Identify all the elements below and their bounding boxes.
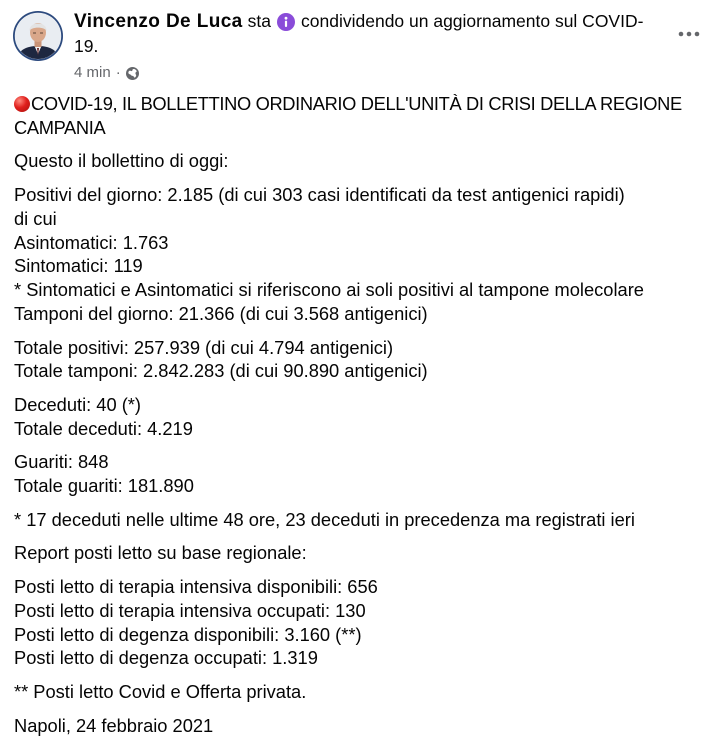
- positivi-del-giorno: Positivi del giorno: 2.185 (di cui 303 casi identificati da test antigenici rapidi): [14, 183, 625, 205]
- terapia-intensiva-disponibili: Posti letto di terapia intensiva disponibili: 656: [14, 575, 378, 597]
- asintomatici: Asintomatici: 1.763: [14, 231, 169, 253]
- timestamp-link[interactable]: 4 min: [74, 64, 111, 81]
- degenza-disponibili: Posti letto di degenza disponibili: 3.160 (**): [14, 623, 362, 645]
- totale-tamponi: Totale tamponi: 2.842.283 (di cui 90.890 antigenici): [14, 360, 428, 382]
- red-circle-icon: [14, 96, 30, 112]
- author-name-link[interactable]: Vincenzo De Luca: [74, 11, 243, 32]
- post-title-line-1: [14, 92, 682, 116]
- avatar[interactable]: [13, 11, 63, 61]
- totals-paragraph: [14, 336, 682, 384]
- header-text: [74, 9, 643, 59]
- degenza-occupati: Posti letto di degenza occupati: 1.319: [14, 647, 318, 669]
- post-title-line-2: CAMPANIA: [14, 116, 106, 138]
- guariti: Guariti: 848: [14, 451, 109, 473]
- post-header: [0, 0, 726, 88]
- totale-positivi: Totale positivi: 257.939 (di cui 4.794 antigenici): [14, 336, 394, 358]
- beds-footnote-paragraph: [14, 680, 682, 704]
- more-options-icon: [678, 31, 700, 37]
- deceduti: Deceduti: 40 (*): [14, 393, 142, 415]
- tamponi-del-giorno: Tamponi del giorno: 21.366 (di cui 3.568 antigenici): [14, 302, 428, 324]
- activity-status-text-continued: 19.: [74, 36, 99, 56]
- header-line-2: [74, 34, 643, 59]
- totale-guariti: Totale guariti: 181.890: [14, 475, 194, 497]
- posti-letto-footnote: ** Posti letto Covid e Offerta privata.: [14, 680, 307, 702]
- recovered-paragraph: [14, 450, 682, 498]
- post-meta: [74, 63, 139, 83]
- posti-letto-report-heading: Report posti letto su base regionale:: [14, 542, 307, 564]
- bulletin-intro-paragraph: [14, 149, 682, 173]
- post-title: [14, 92, 682, 140]
- activity-status-text: condividendo un aggiornamento sul COVID-: [301, 11, 644, 31]
- terapia-intensiva-occupati: Posti letto di terapia intensiva occupati: 130: [14, 599, 366, 621]
- globe-icon: [126, 67, 139, 80]
- beds-heading-paragraph: [14, 541, 682, 565]
- post-title-text: COVID-19, IL BOLLETTINO ORDINARIO DELL'UNITÀ DI CRISI DELLA REGIONE: [31, 93, 682, 114]
- activity-verb: sta: [247, 11, 272, 31]
- sintomatici-footnote: * Sintomatici e Asintomatici si riferiscono ai soli positivi al tampone molecolare: [14, 279, 644, 301]
- totale-deceduti: Totale deceduti: 4.219: [14, 417, 193, 439]
- more-options-button[interactable]: [674, 24, 704, 44]
- header-line-1: [74, 9, 643, 34]
- sintomatici: Sintomatici: 119: [14, 255, 143, 277]
- bulletin-intro: Questo il bollettino di oggi:: [14, 150, 229, 172]
- beds-paragraph: [14, 575, 682, 670]
- dateline-paragraph: [14, 714, 682, 738]
- di-cui-label: di cui: [14, 207, 57, 229]
- deaths-footnote-paragraph: [14, 508, 682, 532]
- post-body: [14, 92, 682, 737]
- deceduti-footnote: * 17 deceduti nelle ultime 48 ore, 23 deceduti in precedenza ma registrati ieri: [14, 508, 635, 530]
- meta-separator: ·: [115, 64, 121, 81]
- deaths-paragraph: [14, 393, 682, 441]
- post-dateline: Napoli, 24 febbraio 2021: [14, 714, 214, 736]
- info-icon: [277, 13, 295, 31]
- daily-cases-paragraph: [14, 183, 682, 326]
